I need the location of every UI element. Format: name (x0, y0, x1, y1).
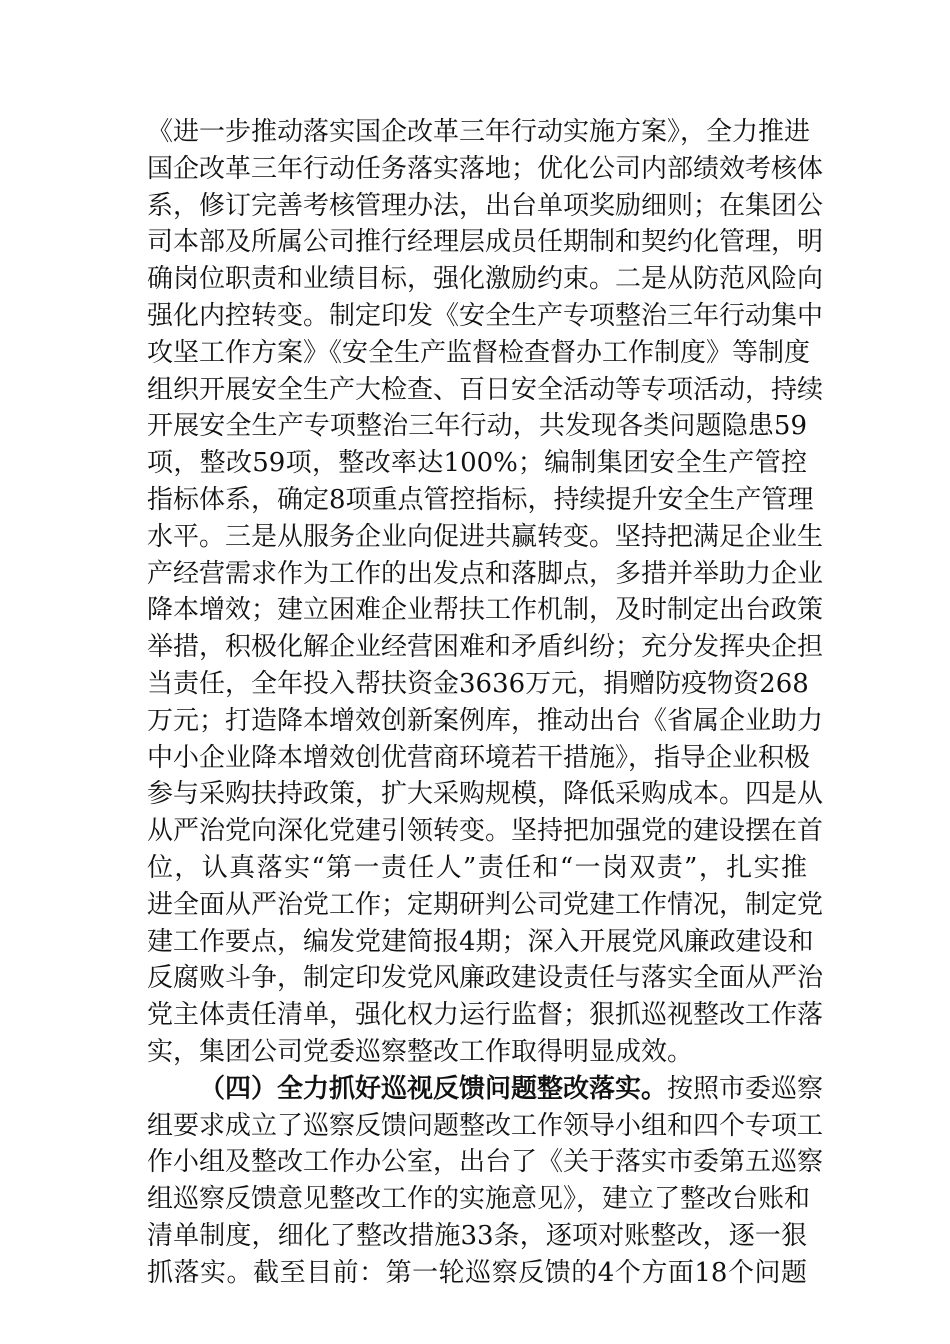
text-line: 司本部及所属公司推行经理层成员任期制和契约化管理，明 (147, 227, 824, 258)
text-line: 水平。三是从服务企业向促进共赢转变。坚持把满足企业生 (147, 521, 824, 552)
section-heading: （四）全力抓好巡视反馈问题整改落实。 (199, 1073, 668, 1104)
text-line: 指标体系，确定8项重点管控指标，持续提升安全生产管理 (147, 484, 814, 515)
text-line: 清单制度，细化了整改措施33条，逐项对账整改，逐一狠 (147, 1220, 807, 1251)
text-line: 建工作要点，编发党建简报4期；深入开展党风廉政建设和 (147, 926, 814, 957)
text-line: 位，认真落实“第一责任人”责任和“一岗双责”，扎实推 (147, 852, 807, 883)
text-line: 组巡察反馈意见整改工作的实施意见》，建立了整改台账和 (147, 1184, 811, 1215)
text-line: 攻坚工作方案》《安全生产监督检查督办工作制度》等制度 (147, 337, 811, 368)
text-line: 组要求成立了巡察反馈问题整改工作领导小组和四个专项工 (147, 1110, 824, 1141)
text-line: 开展安全生产专项整治三年行动，共发现各类问题隐患59 (147, 411, 807, 442)
text-line: 进全面从严治党工作；定期研判公司党建工作情况，制定党 (147, 889, 824, 920)
text-line: 项，整改59项，整改率达100%；编制集团安全生产管控 (147, 448, 807, 479)
text-line: 从严治党向深化党建引领转变。坚持把加强党的建设摆在首 (147, 816, 824, 847)
paragraph-1 (147, 114, 824, 1071)
paragraph-2 (147, 1071, 824, 1292)
document-body (147, 114, 824, 1292)
text-line: 作小组及整改工作办公室，出台了《关于落实市委第五巡察 (147, 1147, 824, 1178)
text-line: 参与采购扶持政策，扩大采购规模，降低采购成本。四是从 (147, 779, 824, 810)
text-line: 组织开展安全生产大检查、百日安全活动等专项活动，持续 (147, 374, 824, 405)
text-line: 万元；打造降本增效创新案例库，推动出台《省属企业助力 (147, 705, 824, 736)
text-line: 抓落实。截至目前：第一轮巡察反馈的4个方面18个问题 (147, 1257, 807, 1288)
text-line: 强化内控转变。制定印发《安全生产专项整治三年行动集中 (147, 300, 824, 331)
text-line: 举措，积极化解企业经营困难和矛盾纠纷；充分发挥央企担 (147, 632, 824, 663)
text-line: 降本增效；建立困难企业帮扶工作机制，及时制定出台政策 (147, 595, 824, 626)
text-line: 国企改革三年行动任务落实落地；优化公司内部绩效考核体 (147, 153, 824, 184)
text-line: 中小企业降本增效创优营商环境若干措施》，指导企业积极 (147, 742, 811, 773)
text-line: 系，修订完善考核管理办法，出台单项奖励细则；在集团公 (147, 190, 824, 221)
text-line: 确岗位职责和业绩目标，强化激励约束。二是从防范风险向 (147, 264, 824, 295)
text-fragment: 按照市委巡察 (667, 1073, 824, 1104)
text-line: 当责任，全年投入帮扶资金3636万元，捐赠防疫物资268 (147, 668, 809, 699)
text-line: 反腐败斗争，制定印发党风廉政建设责任与落实全面从严治 (147, 963, 824, 994)
text-line: 产经营需求作为工作的出发点和落脚点，多措并举助力企业 (147, 558, 824, 589)
text-line: 实，集团公司党委巡察整改工作取得明显成效。 (147, 1036, 694, 1067)
text-line: 党主体责任清单，强化权力运行监督；狠抓巡视整改工作落 (147, 1000, 824, 1031)
text-line: 《进一步推动落实国企改革三年行动实施方案》，全力推进 (147, 117, 811, 147)
paragraph-2-first-line (147, 1071, 824, 1108)
